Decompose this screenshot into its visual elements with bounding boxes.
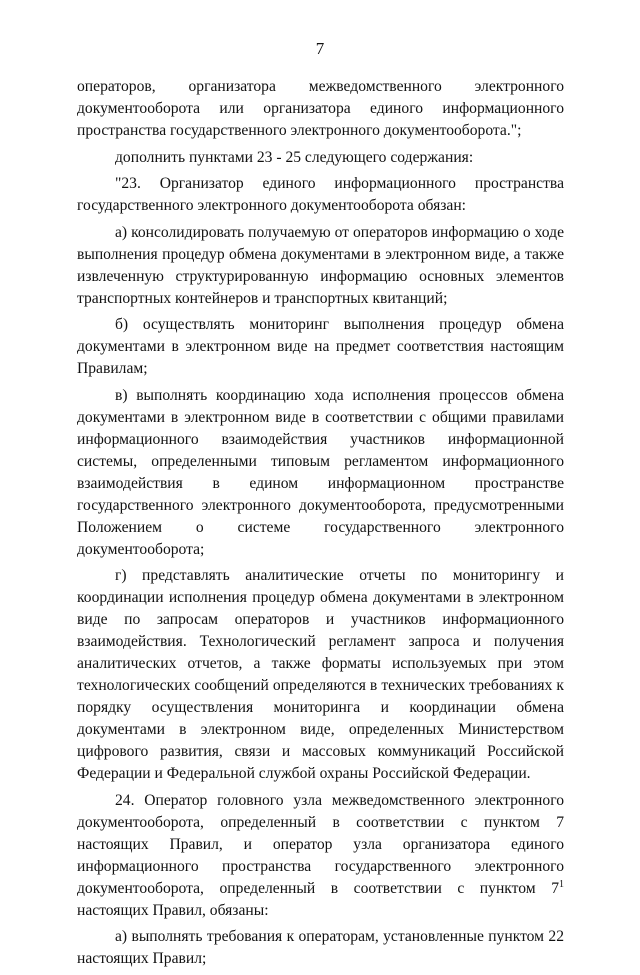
paragraph-continuation: операторов, организатора межведомственного электронного документооборота или организатора единого информационного пространства государственного электронного документооборота.";: [77, 78, 564, 139]
paragraph-clause-23-g: г) представлять аналитические отчеты по мониторингу и координации исполнения процедур обмена документами в электронном виде по запросам операторов и участников информационного взаимодействия. Технологический регламент запроса и получения аналитических отчетов, а также форматы используемых при этом технологических сообщений определяются в технических требованиях к порядку осуществления мониторинга и координации обмена документами в электронном виде, определенных Министерством цифрового развития, связи и массовых коммуникаций Российской Федерации и Федеральной службой охраны Российской Федерации.: [77, 567, 564, 782]
paragraph-clause-24-text: 24. Оператор головного узла межведомственного электронного документооборота, определенный в соответствии с пунктом 7 настоящих Правил, и оператор узла организатора единого информационного пространства государственного электронного документооборота, определенный в соответствии с пунктом 7: [77, 791, 564, 897]
paragraph-clause-23-a: а) консолидировать получаемую от операторов информацию о ходе выполнения процедур обмена документами в электронном виде, а также извлеченную структурированную информацию основных элементов транспортных контейнеров и транспортных квитанций;: [77, 223, 564, 307]
page-number: 7: [315, 39, 325, 58]
paragraph-clause-24-a: а) выполнять требования к операторам, установленные пунктом 22 настоящих Правил;: [77, 928, 564, 967]
paragraph-clause-23-b: б) осуществлять мониторинг выполнения процедур обмена документами в электронном виде на предмет соответствия настоящим Правилам;: [77, 316, 564, 377]
document-body: [77, 76, 564, 975]
paragraph-clause-23: "23. Организатор единого информационного пространства государственного электронного документооборота обязан:: [77, 175, 564, 214]
superscript-index: 1: [559, 878, 564, 890]
paragraph-clause-23-v: в) выполнять координацию хода исполнения процессов обмена документами в электронном виде в соответствии с общими правилами информационного взаимодействия участников информационной системы, определенными типовым регламентом информационного взаимодействия в едином информационном пространстве государственного электронного документооборота, предусмотренными Положением о системе государственного электронного документооборота;: [77, 386, 564, 558]
paragraph-amendment-intro: дополнить пунктами 23 - 25 следующего содержания:: [115, 148, 474, 166]
paragraph-clause-24-tail: настоящих Правил, обязаны:: [77, 901, 269, 919]
paragraph-clause-24: [77, 790, 564, 922]
